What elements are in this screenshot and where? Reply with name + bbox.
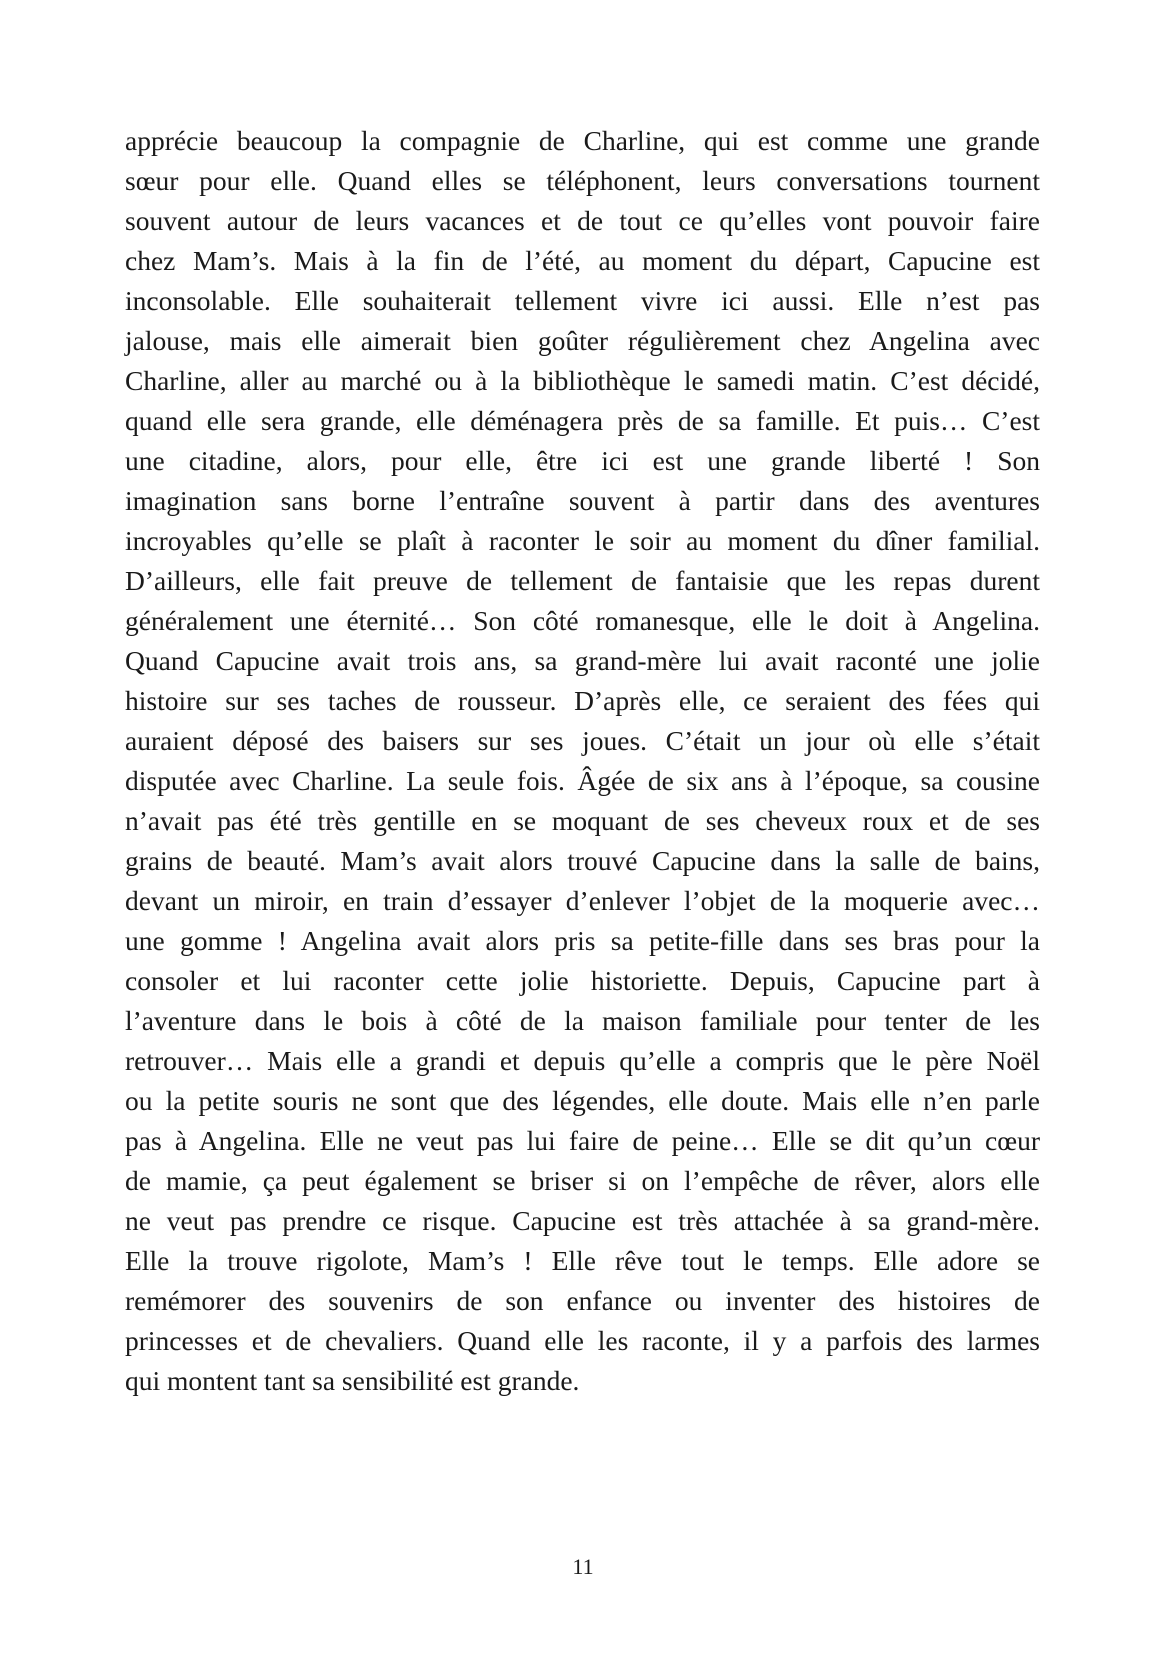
- text-line: n’avait pas été très gentille en se moquant de ses cheveux roux et de ses: [125, 805, 1040, 836]
- text-line: qui montent tant sa sensibilité est grande.: [125, 1365, 580, 1396]
- text-line: sœur pour elle. Quand elles se téléphonent, leurs conversations tournent: [125, 165, 1040, 196]
- text-line: retrouver… Mais elle a grandi et depuis qu’elle a compris que le père Noël: [125, 1045, 1040, 1076]
- text-line: auraient déposé des baisers sur ses joues. C’était un jour où elle s’était: [125, 725, 1040, 756]
- text-line: pas à Angelina. Elle ne veut pas lui faire de peine… Elle se dit qu’un cœur: [125, 1125, 1040, 1156]
- text-line: une citadine, alors, pour elle, être ici est une grande liberté ! Son: [125, 445, 1040, 476]
- text-line: souvent autour de leurs vacances et de tout ce qu’elles vont pouvoir faire: [125, 205, 1040, 236]
- text-line: de mamie, ça peut également se briser si on l’empêche de rêver, alors elle: [125, 1165, 1040, 1196]
- body-paragraph: [125, 121, 1040, 1401]
- text-line: une gomme ! Angelina avait alors pris sa petite-fille dans ses bras pour la: [125, 925, 1040, 956]
- text-line: devant un miroir, en train d’essayer d’enlever l’objet de la moquerie avec…: [125, 885, 1040, 916]
- text-line: chez Mam’s. Mais à la fin de l’été, au moment du départ, Capucine est: [125, 245, 1040, 276]
- text-line: apprécie beaucoup la compagnie de Charline, qui est comme une grande: [125, 125, 1040, 156]
- text-line: ou la petite souris ne sont que des légendes, elle doute. Mais elle n’en parle: [125, 1085, 1040, 1116]
- page-number: 11: [572, 1554, 594, 1579]
- text-line: ne veut pas prendre ce risque. Capucine est très attachée à sa grand-mère.: [125, 1205, 1040, 1236]
- text-line: imagination sans borne l’entraîne souvent à partir dans des aventures: [125, 485, 1040, 516]
- text-line: Quand Capucine avait trois ans, sa grand-mère lui avait raconté une jolie: [125, 645, 1040, 676]
- text-line: grains de beauté. Mam’s avait alors trouvé Capucine dans la salle de bains,: [125, 845, 1040, 876]
- text-line: D’ailleurs, elle fait preuve de tellement de fantaisie que les repas durent: [125, 565, 1040, 596]
- text-line: Elle la trouve rigolote, Mam’s ! Elle rêve tout le temps. Elle adore se: [125, 1245, 1040, 1276]
- text-line: l’aventure dans le bois à côté de la maison familiale pour tenter de les: [125, 1005, 1040, 1036]
- text-line: généralement une éternité… Son côté romanesque, elle le doit à Angelina.: [125, 605, 1040, 636]
- text-line: disputée avec Charline. La seule fois. Âgée de six ans à l’époque, sa cousine: [125, 765, 1040, 796]
- text-line: consoler et lui raconter cette jolie historiette. Depuis, Capucine part à: [125, 965, 1040, 996]
- text-line: remémorer des souvenirs de son enfance ou inventer des histoires de: [125, 1285, 1040, 1316]
- text-line: Charline, aller au marché ou à la bibliothèque le samedi matin. C’est décidé,: [125, 365, 1040, 396]
- text-line: jalouse, mais elle aimerait bien goûter régulièrement chez Angelina avec: [125, 325, 1040, 356]
- text-line: incroyables qu’elle se plaît à raconter le soir au moment du dîner familial.: [125, 525, 1040, 556]
- text-line: princesses et de chevaliers. Quand elle les raconte, il y a parfois des larmes: [125, 1325, 1040, 1356]
- text-line: inconsolable. Elle souhaiterait tellement vivre ici aussi. Elle n’est pas: [125, 285, 1040, 316]
- text-line: quand elle sera grande, elle déménagera près de sa famille. Et puis… C’est: [125, 405, 1040, 436]
- text-line: histoire sur ses taches de rousseur. D’après elle, ce seraient des fées qui: [125, 685, 1040, 716]
